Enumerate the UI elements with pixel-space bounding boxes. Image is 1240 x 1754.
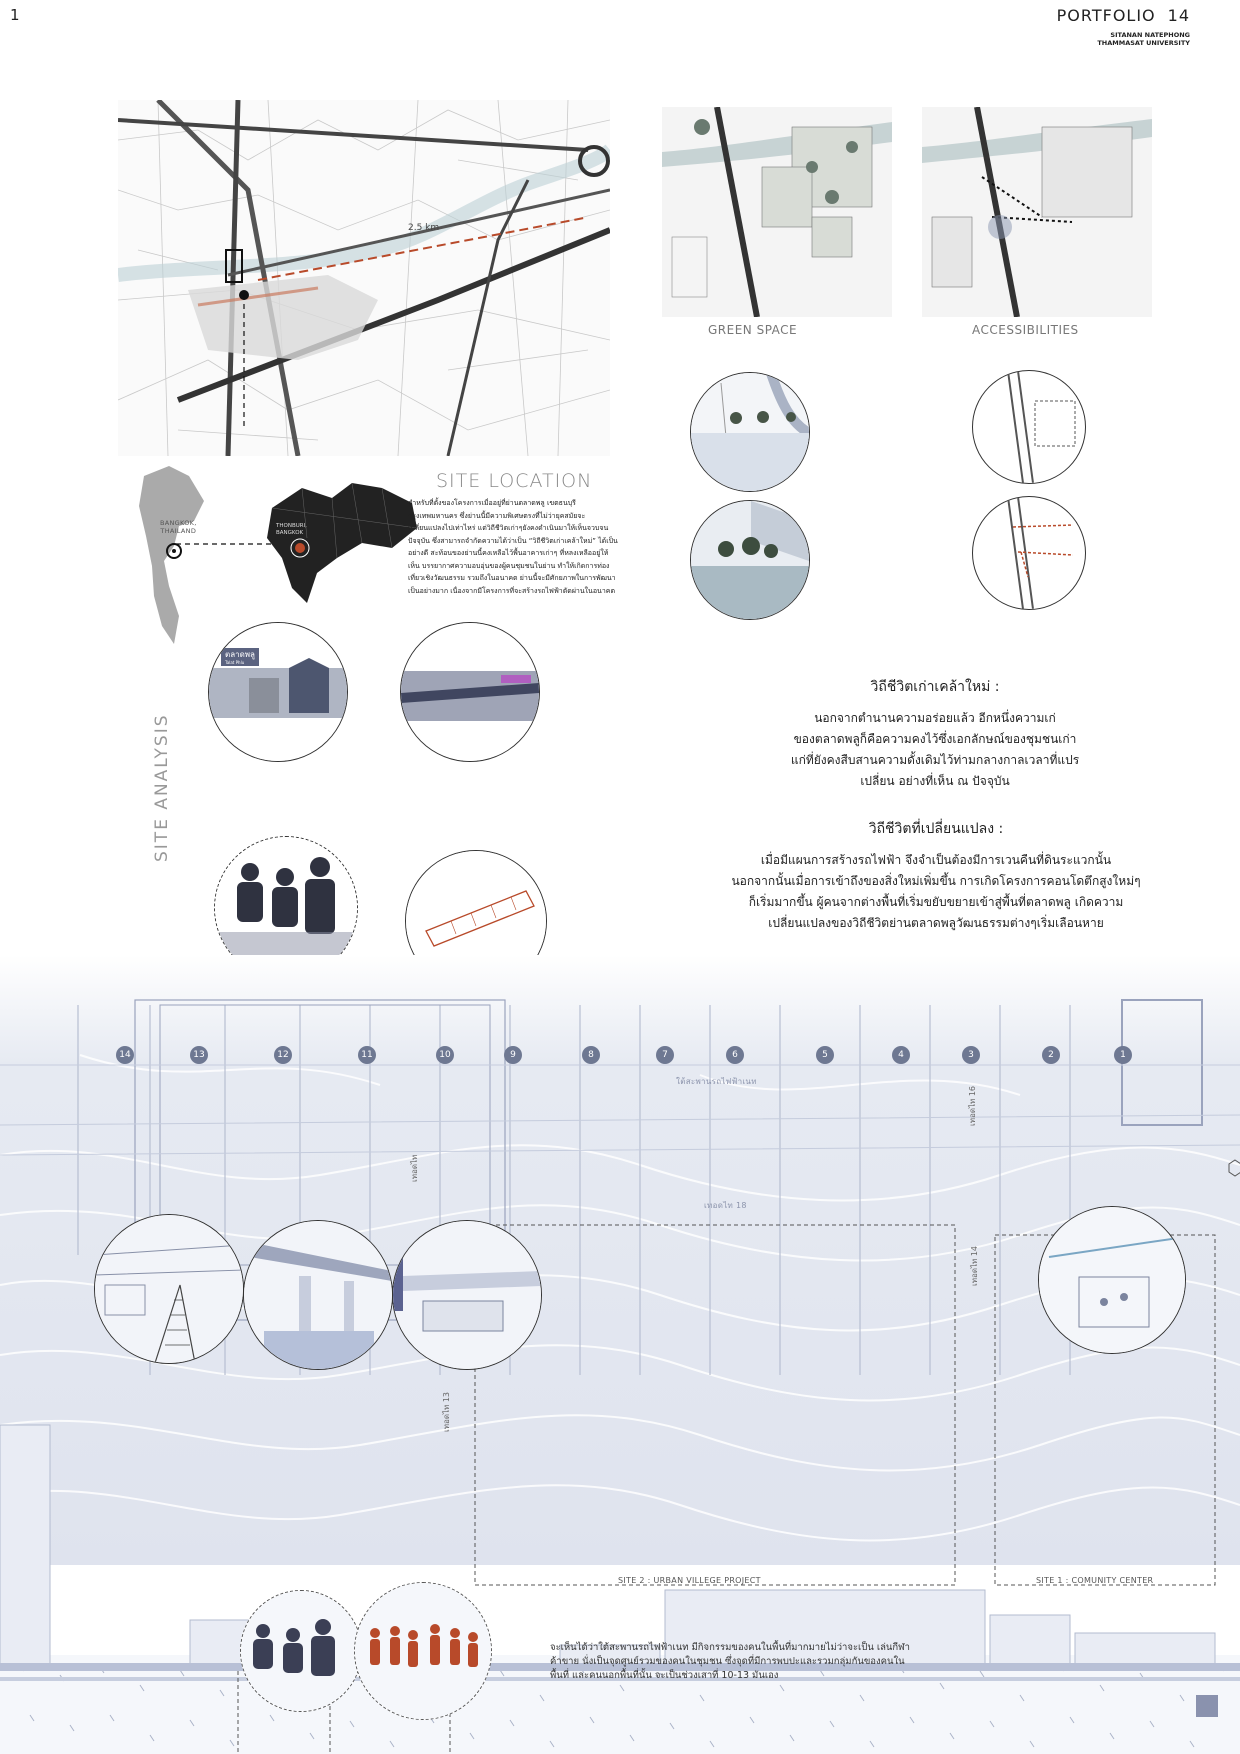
old-new-line: นอกจากตำนานความอร่อยแล้ว อีกหนึ่งความเก่ [814,711,1056,725]
site-location-paragraph: สำหรับที่ตั้งของโครงการเมื่ออยู่ที่ย่านตลาดพลู เขตธนบุรี กรุงเทพมหานคร ซึ่งย่านนี้มีความพิเศษตรงที่ไม่ว่ายุคสมัยจะเปลี่ยนแปลงไปเท่าไหร่ แต่วิถีชีวิตเก่าๆยังคงดำเนินมาให้เห็นจวบจนปัจจุบัน ซึ่งสามารถจำกัดความได้ว่าเป็น “วิถีชีวิตเก่าเคล้าใหม่” ได้เป็นอย่างดี สะท้อนของย่านนี้คงเหลือไว้พื้นอาคารเก่าๆ ที่หลงเหลืออยู่ให้เห็น บรรยากาศความอบอุ่นของผู้คนชุมชนในย่าน ทำให้เกิดการท่องเที่ยวเชิงวัฒนธรรม รวมถึงในอนาคต ย่านนี้จะมีศักยภาพในการพัฒนาเป็นอย่างมาก เนื่องจากมีโครงการที่จะสร้างรถไฟฟ้าตัดผ่านในอนาคต [408,499,618,595]
soi-16-label: เทอดไท 16 [968,1085,977,1126]
market-sign-english: Talat Phlu [225,660,245,665]
bottom-note: จะเห็นได้ว่าใต้สะพานรถไฟฟ้าเนท มีกิจกรรมของคนในพื้นที่มากมายไม่ว่าจะเป็น เล่นกีฬา ค้าขาย นั่งเป็นจุดศูนย์รวมของคนในชุมชน ซึ่งจุดที่มีการพบปะและรวมกลุ่มกันของคนในพื้นที่ และคนนอกพื้นที่นั้น จะเป็นช่วงเสาที่ 10-13 มันเอง [550,1642,910,1681]
changing-section [676,818,1196,934]
district-label: THONBURI, BANGKOK [276,523,307,536]
station-number: 12 [274,1046,292,1064]
station-number: 9 [504,1046,522,1064]
station-number: 4 [892,1046,910,1064]
community-center-illustration [1039,1207,1185,1353]
changing-line: เมื่อมีแผนการสร้างรถไฟฟ้า จึงจำเป็นต้องมีการเวนคืนที่ดินระแวกนั้น [760,853,1112,867]
changing-line: ก็เริ่มมากขึ้น ผู้คนจากต่างพื้นที่เริ่มขยับขยายเข้าสู่พื้นที่ตลาดพลู เกิดความ [748,895,1124,909]
old-new-line: แก่ที่ยังคงสืบสานความดั้งเดิมไว้ท่ามกลางกาลเวลาที่แปร [790,753,1080,767]
station-number: 7 [656,1046,674,1064]
under-rail-label: ใต้สะพานรถไฟฟ้าเนท [676,1077,757,1086]
old-new-heading: วิถีชีวิตเก่าเคล้าใหม่ : [870,679,1000,695]
site-location-title: SITE LOCATION [436,470,593,492]
access-plan-illustration-2 [973,497,1085,609]
station-number: 2 [1042,1046,1060,1064]
old-new-line: ของตลาดพลูก็คือความคงไว้ซึ่งเอกลักษณ์ของชุมชนเก่า [793,732,1077,746]
green-space-caption: GREEN SPACE [708,323,798,337]
changing-heading: วิถีชีวิตที่เปลี่ยนแปลง : [868,821,1004,837]
soi-a-label: เทอดไท [410,1154,419,1182]
market-photo-circle [208,622,348,762]
street-vendor-perspective [392,1220,542,1370]
station-number: 5 [816,1046,834,1064]
market-lane-perspective [94,1214,244,1364]
site-map [118,100,610,456]
elderly-people-circle [240,1590,362,1712]
green-space-diagram [662,107,892,317]
access-plan-circle-2 [972,496,1086,610]
portfolio-title: PORTFOLIO [1056,6,1156,25]
elderly-people-photo [241,1591,361,1711]
street-vendor-illustration [393,1221,541,1369]
station-number: 13 [190,1046,208,1064]
street-photo-circle [400,622,540,762]
green-space-render-circle [690,500,810,620]
crowd-illustration [355,1583,491,1719]
country-label: BANGKOK, THAILAND [160,519,197,535]
station-number: 3 [962,1046,980,1064]
portfolio-page-number: 14 [1167,6,1190,25]
market-photo [209,623,347,761]
distance-label: 2.5 km [408,223,440,233]
green-space-sketch-circle [690,372,810,492]
thailand-map [134,466,214,644]
access-plan-illustration-1 [973,371,1085,483]
station-number: 1 [1114,1046,1132,1064]
crowd-circle [354,1582,492,1720]
accessibilities-caption: ACCESSIBILITIES [972,323,1079,337]
community-center-perspective [1038,1206,1186,1354]
bangkok-district-map [262,478,422,608]
underpass-illustration [244,1221,392,1369]
pointer-line [176,540,276,548]
changing-line: เปลี่ยนแปลงของวิถีชีวิตย่านตลาดพลูวัฒนธรรมต่างๆเริ่มเลือนหาย [768,916,1104,930]
accessibilities-diagram [922,107,1152,317]
station-number: 10 [436,1046,454,1064]
changing-line: นอกจากนั้นเมื่อการเข้าถึงของสิ่งใหม่เพิ่มขึ้น การเกิดโครงการคอนโดตึกสูงใหม่ๆ [731,874,1141,888]
author-name: SITANAN NATEPHONG [1110,31,1190,39]
station-number: 6 [726,1046,744,1064]
bridge-underpass-perspective [243,1220,393,1370]
station-number: 14 [116,1046,134,1064]
street-photo [401,623,539,761]
page-number: 1 [10,6,20,24]
soi-b-label: เทอดไท 14 [970,1245,979,1286]
site-1-label: SITE 1 : COMUNITY CENTER [1036,1576,1154,1585]
station-number: 8 [582,1046,600,1064]
site-2-label: SITE 2 : URBAN VILLEGE PROJECT [618,1576,761,1585]
portfolio-header [1057,6,1190,47]
soi-13-label: เทอดไท 13 [442,1391,451,1432]
old-new-section [700,676,1170,792]
market-lane-illustration [95,1215,243,1363]
site-analysis-label: SITE ANALYSIS [152,713,172,862]
market-sign-thai: ตลาดพลู [225,650,255,659]
access-plan-circle-1 [972,370,1086,484]
university-name: THAMMASAT UNIVERSITY [1097,39,1190,47]
soi-18-label: เทอดไท 18 [704,1201,747,1210]
old-new-line: เปลี่ยน อย่างที่เห็น ณ ปัจจุบัน [860,774,1010,788]
park-render-illustration [691,501,809,619]
station-number: 11 [358,1046,376,1064]
street-sketch-illustration [691,373,809,491]
